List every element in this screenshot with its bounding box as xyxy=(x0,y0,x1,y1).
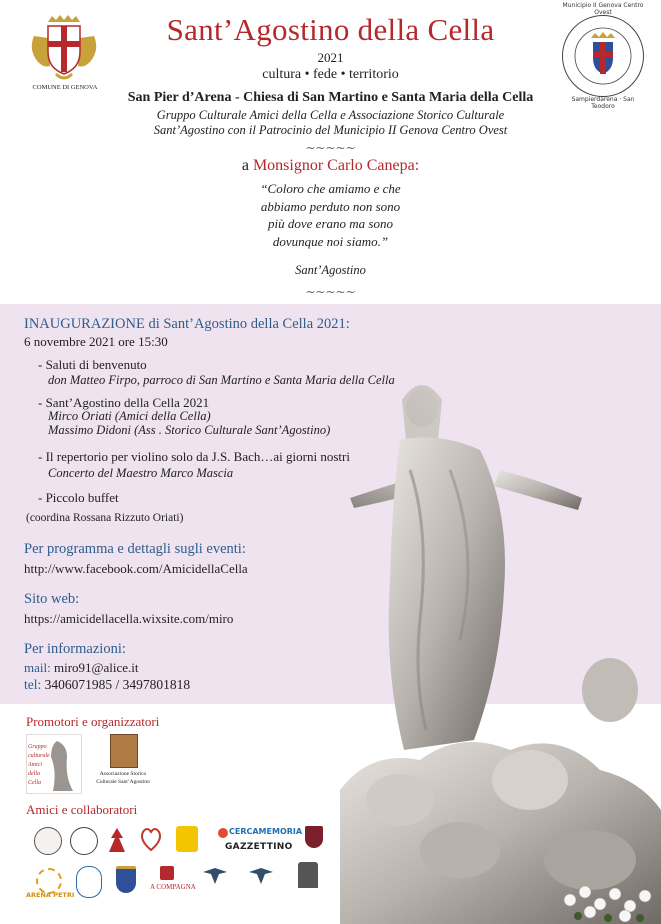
tel-label: tel: xyxy=(24,677,42,692)
acompagna-logo: A COMPAGNA xyxy=(150,883,196,891)
collaborator-logo-seal xyxy=(34,827,62,855)
dedication-prefix: a xyxy=(241,157,249,174)
mail-line xyxy=(24,660,139,676)
collaborator-logo-circle xyxy=(70,827,98,855)
tel-line xyxy=(24,677,190,693)
organizers-line-1: Gruppo Culturale Amici della Cella e Associazione Storico Culturale xyxy=(156,108,505,122)
municipio-seal-text-top: Municipio II Genova Centro Ovest xyxy=(562,2,644,16)
arena-petri-logo: ARENA PETRI xyxy=(26,891,75,899)
program-item-detail: Mirco Oriati (Amici della Cella) xyxy=(48,409,211,423)
program-item-title: - Piccolo buffet xyxy=(38,490,119,505)
mail-label: mail: xyxy=(24,660,51,675)
promoter-sant-agostino-logo xyxy=(110,734,138,768)
cercamemoria-icon xyxy=(218,828,228,838)
cercamemoria-logo: CERCAMEMORIA xyxy=(229,827,303,836)
friends-heading: Amici e collaboratori xyxy=(26,802,138,817)
collaborator-logo-building xyxy=(298,862,318,888)
promoters-heading: Promotori e organizzatori xyxy=(26,714,160,729)
tagline: cultura • fede • territorio xyxy=(262,67,399,82)
quote-line: più dove erano ma sono xyxy=(268,216,393,231)
collaborator-logo-heart xyxy=(139,824,163,854)
venue: San Pier d’Arena - Chiesa di San Martino e Santa Maria della Cella xyxy=(127,90,534,105)
collaborator-logo-yellow xyxy=(176,826,198,852)
tel-value: 3406071985 / 3497801818 xyxy=(44,677,191,692)
program-item-detail: Concerto del Maestro Marco Mascia xyxy=(48,466,234,480)
program-heading: INAUGURAZIONE di Sant’Agostino della Cella 2021: xyxy=(24,316,350,332)
organizers-line-2: Sant’Agostino con il Patrocinio del Municipio II Genova Centro Ovest xyxy=(153,123,508,137)
year: 2021 xyxy=(317,50,344,65)
madonna-statue-image xyxy=(340,360,661,924)
dedication-line xyxy=(0,157,661,175)
collaborator-logo-madonna xyxy=(76,866,102,898)
quote-line: dovunque noi siamo.” xyxy=(272,233,389,249)
program-coordinator: (coordina Rossana Rizzuto Oriati) xyxy=(26,512,184,524)
collaborator-logo-eagle xyxy=(202,864,228,886)
dedication-quote xyxy=(0,180,661,250)
program-date: 6 novembre 2021 ore 15:30 xyxy=(24,334,168,349)
acompagna-icon xyxy=(160,866,174,880)
quote-line: abbiamo perduto non sono xyxy=(260,198,401,214)
collaborator-logo-figure xyxy=(103,826,131,854)
municipio-seal-text-bottom: Sampierdarena · San Teodoro xyxy=(571,96,635,110)
program-item-title: - Saluti di benvenuto xyxy=(38,357,147,372)
site-heading: Sito web: xyxy=(24,591,80,607)
info-heading: Per informazioni: xyxy=(24,641,126,657)
site-url[interactable]: https://amicidellacella.wixsite.com/miro xyxy=(24,611,234,626)
program-link-heading: Per programma e dettagli sugli eventi: xyxy=(24,541,246,557)
gazzettino-logo: GAZZETTINO xyxy=(225,842,293,852)
collaborator-logo-eagle-2 xyxy=(248,864,274,886)
program-link-url[interactable]: http://www.facebook.com/AmicidellaCella xyxy=(24,561,248,576)
promoter-amici-cella-text: Gruppo culturale Amici della Cella xyxy=(28,744,50,786)
collaborator-logo-crest xyxy=(116,866,136,893)
mail-value[interactable]: miro91@alice.it xyxy=(53,660,139,675)
dedication-name: Monsignor Carlo Canepa: xyxy=(252,157,420,174)
program-item-detail: don Matteo Firpo, parroco di San Martino e Santa Maria della Cella xyxy=(48,373,395,387)
collaborator-logo-shield xyxy=(305,826,323,848)
quote-line: “Coloro che amiamo e che xyxy=(260,181,401,196)
program-item-title: - Il repertorio per violino solo da J.S. Bach…ai giorni nostri xyxy=(38,449,350,464)
program-item-detail: Massimo Didoni (Ass . Storico Culturale Sant’Agostino) xyxy=(48,423,331,437)
page-title: Sant’Agostino della Cella xyxy=(166,12,495,47)
comune-genova-caption: COMUNE DI GENOVA xyxy=(32,84,98,91)
divider-1: ~~~~~ xyxy=(305,141,356,155)
promoter-sant-agostino-caption: Associazione Storico Culturale Sant’Agostino xyxy=(96,771,150,785)
promoter-amici-cella-logo xyxy=(26,734,82,794)
program-item-title: - Sant’Agostino della Cella 2021 xyxy=(38,395,210,410)
quote-author: Sant’Agostino xyxy=(295,263,366,277)
divider-2: ~~~~~ xyxy=(305,285,356,299)
